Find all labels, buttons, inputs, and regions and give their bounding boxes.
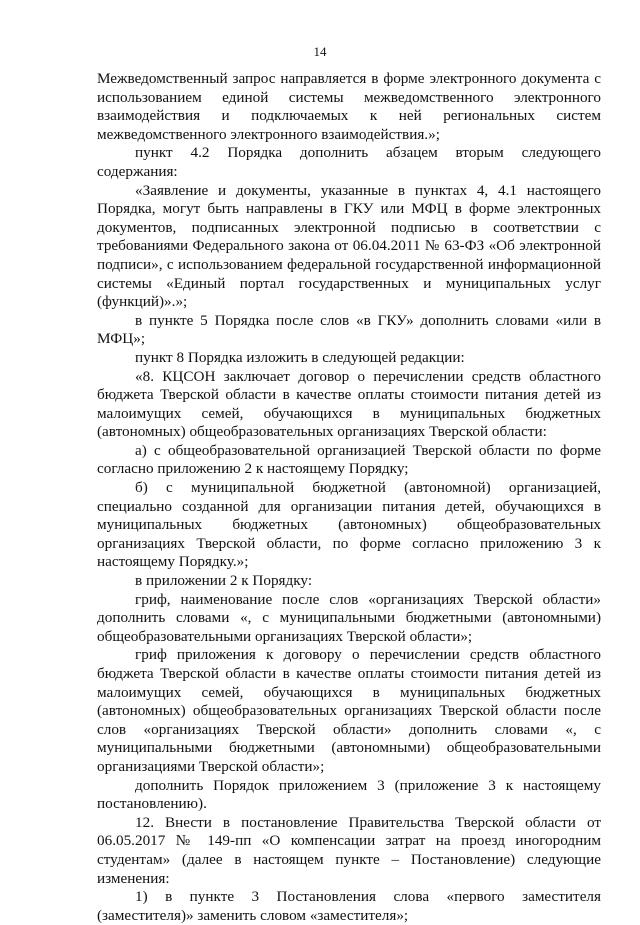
paragraph-appendix-2-intro: в приложении 2 к Порядку:: [135, 572, 313, 590]
paragraph-stamp-title: гриф, наименование после слов «организациях Тверской области» дополнить словами «, с муниципальными бюджетными (автономными) общеобразовательными организациях Тверской области»;: [97, 590, 601, 645]
paragraph-subitem-b: б) с муниципальной бюджетной (автономной) организацией, специально созданной для организации питания детей, обучающихся в муниципальных бюджетных (автономных) общеобразовательных организациях Тверской области, по форме согласно приложению 3 к настоящему Порядку.»;: [97, 479, 601, 571]
paragraph-application-quote: «Заявление и документы, указанные в пунктах 4, 4.1 настоящего Порядка, могут быть направлены в ГКУ или МФЦ в форме электронных документов, подписанных электронной подписью в соответствии с требованиями Федерального закона от 06.04.2011 № 63-ФЗ «Об электронной подписи», с использованием федеральной государственной информационной системы «Единый портал государственных и муниципальных услуг (функций)».»;: [97, 181, 601, 311]
paragraph-item-4-2: пункт 4.2 Порядка дополнить абзацем вторым следующего содержания:: [97, 144, 601, 180]
paragraph-item-12: 12. Внести в постановление Правительства Тверской области от 06.05.2017 № 149-пп «О компенсации затрат на проезд иногородним студентам» (далее в настоящем пункте – Постановление) следующие изменения:: [97, 813, 601, 887]
page-number: 14: [313, 44, 327, 59]
paragraph-stamp-contract-appendix: гриф приложения к договору о перечислении средств областного бюджета Тверской области в качестве оплаты стоимости питания детей из малоимущих семей, обучающихся в муниципальных бюджетных (автономных) общеобразовательных организациях Тверской области после слов «организациях Тверской области» дополнить словами «, с муниципальными бюджетными (автономными) общеобразовательными организациями Тверской области»;: [97, 646, 601, 775]
document-body: [97, 70, 601, 925]
paragraph-subitem-a: а) с общеобразовательной организацией Тверской области по форме согласно приложению 2 к настоящему Порядку;: [97, 441, 601, 478]
paragraph-add-appendix-3: дополнить Порядок приложением 3 (приложение 3 к настоящему постановлению).: [97, 776, 601, 813]
paragraph-item-8-intro: пункт 8 Порядка изложить в следующей редакции:: [135, 348, 465, 366]
paragraph-item-8-text: «8. КЦСОН заключает договор о перечислении средств областного бюджета Тверской области в качестве оплаты стоимости питания детей из малоимущих семей, обучающихся в муниципальных бюджетных (автономных) общеобразовательных организациях Тверской области:: [97, 367, 601, 441]
paragraph-item-12-1: 1) в пункте 3 Постановления слова «первого заместителя (заместителя)» заменить словом «заместителя»;: [97, 888, 601, 924]
paragraph-request-continuation: Межведомственный запрос направляется в форме электронного документа с использованием единой системы межведомственного электронного взаимодействия и подключаемых к ней региональных систем межведомственного электронного взаимодействия.»;: [97, 70, 601, 143]
paragraph-item-5: в пункте 5 Порядка после слов «в ГКУ» дополнить словами «или в МФЦ»;: [97, 311, 601, 348]
